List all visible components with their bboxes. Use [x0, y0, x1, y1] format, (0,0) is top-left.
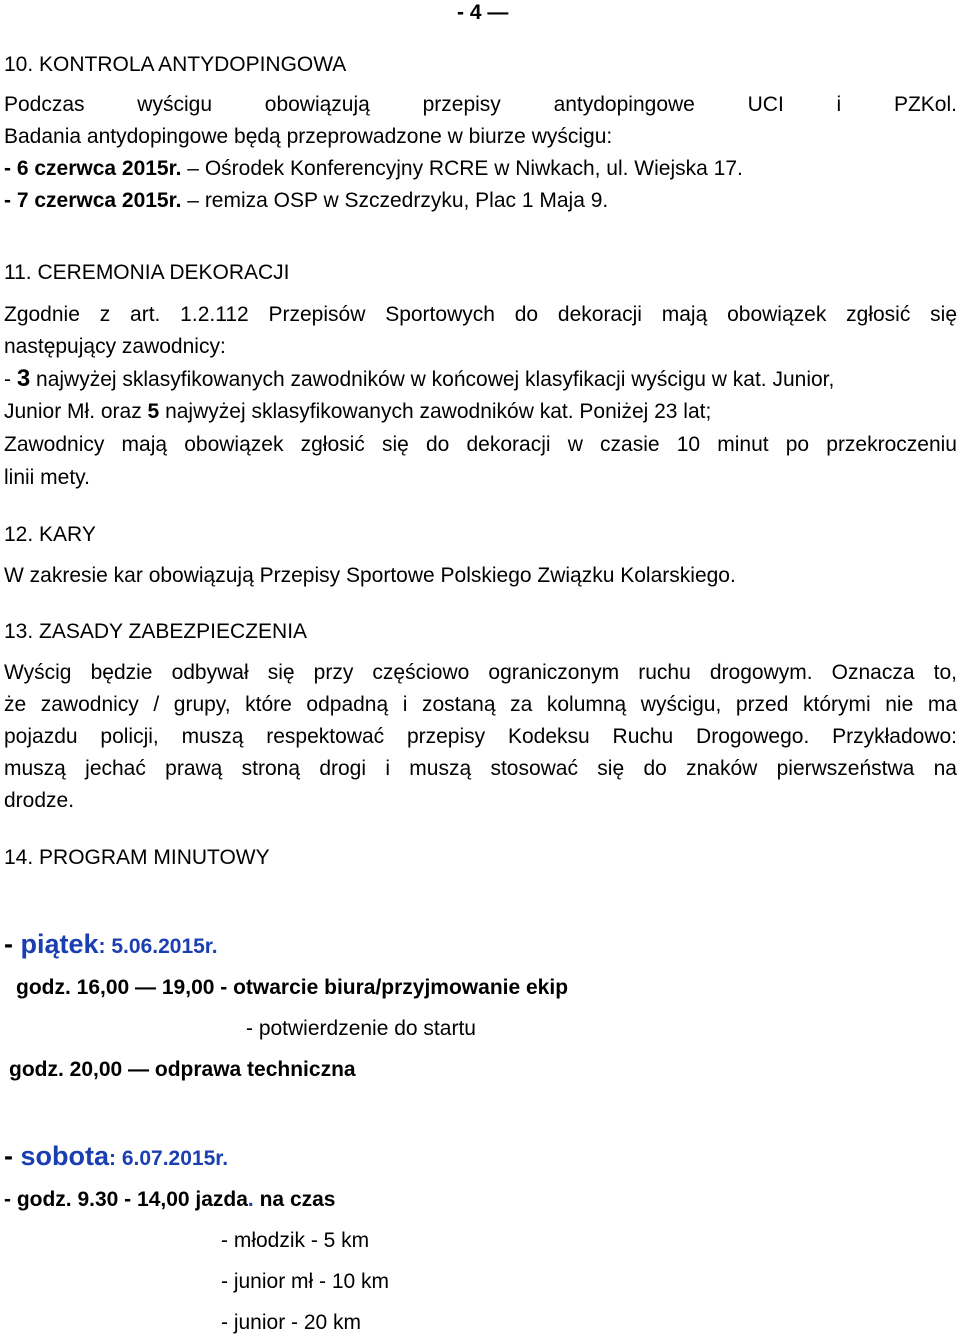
schedule-row-briefing: godz. 20,00 — odprawa techniczna [9, 1058, 356, 1081]
day-friday-name: piątek [20, 929, 99, 959]
section-13-line-2: że zawodnicy / grupy, które odpadną i zostaną za kolumną wyścigu, przed którymi nie ma [4, 693, 957, 716]
section-13-line-1: Wyścig będzie odbywał się przy częściowo ograniczonym ruchu drogowym. Oznacza to, [4, 661, 957, 684]
page-number: - 4 — [457, 1, 509, 24]
day-saturday-name: sobota [20, 1141, 110, 1171]
day-friday-heading [4, 928, 218, 963]
section-12-title: 12. KARY [4, 523, 96, 546]
section-10-line-2: Badania antydopingowe będą przeprowadzone w biurze wyścigu: [4, 125, 613, 148]
line-3-prefix: - [4, 368, 17, 391]
section-13-title: 13. ZASADY ZABEZPIECZENIA [4, 620, 308, 643]
top-3-number: 3 [16, 365, 31, 392]
day-friday-dash: - [4, 929, 21, 959]
testing-place-1: – Ośrodek Konferencyjny RCRE w Niwkach, ul. Wiejska 17. [181, 157, 743, 180]
section-11-line-3 [4, 366, 834, 393]
top-5-number: 5 [147, 400, 160, 423]
testing-date-1: - 6 czerwca 2015r. [4, 157, 182, 180]
section-10-line-3 [4, 156, 743, 182]
day-friday-date: : 5.06.2015r. [98, 935, 218, 958]
section-11-line-6: linii mety. [4, 466, 90, 489]
day-saturday-heading [4, 1140, 228, 1175]
line-3-text: najwyżej sklasyfikowanych zawodników w końcowej klasyfikacji wyścigu w kat. Junior, [30, 368, 835, 391]
testing-place-2: – remiza OSP w Szczedrzyku, Plac 1 Maja 9. [181, 189, 609, 212]
schedule-row-confirmation: - potwierdzenie do startu [246, 1017, 476, 1040]
schedule-row-time-trial [4, 1187, 335, 1213]
testing-date-2: - 7 czerwca 2015r. [4, 189, 182, 212]
line-4-text: najwyżej sklasyfikowanych zawodników kat. Poniżej 23 lat; [159, 400, 712, 423]
section-13-line-5: drodze. [4, 789, 75, 812]
time-trial-label: na czas [253, 1188, 336, 1211]
section-12-line-1: W zakresie kar obowiązują Przepisy Sportowe Polskiego Związku Kolarskiego. [4, 564, 736, 587]
line-4-prefix: Junior Mł. oraz [4, 400, 148, 423]
time-trial-time: - godz. 9.30 - 14,00 jazda [4, 1188, 248, 1211]
section-11-line-4 [4, 399, 711, 425]
section-14-title: 14. PROGRAM MINUTOWY [4, 846, 270, 869]
section-10-title: 10. KONTROLA ANTYDOPINGOWA [4, 53, 347, 76]
day-saturday-dash: - [4, 1141, 21, 1171]
section-13-line-4: muszą jechać prawą stroną drogi i muszą stosować się do znaków pierwszeństwa na [4, 757, 957, 780]
time-trial-dot: . [247, 1188, 254, 1211]
section-11-line-5: Zawodnicy mają obowiązek zgłosić się do dekoracji w czasie 10 minut po przekroczeniu [4, 433, 957, 456]
section-13-line-3: pojazdu policji, muszą respektować przepisy Kodeksu Ruchu Drogowego. Przykładowo: [4, 725, 957, 748]
schedule-row-office: godz. 16,00 — 19,00 - otwarcie biura/przyjmowanie ekip [16, 976, 569, 999]
section-11-line-2: następujący zawodnicy: [4, 335, 226, 358]
day-saturday-date: : 6.07.2015r. [109, 1147, 229, 1170]
section-11-line-1: Zgodnie z art. 1.2.112 Przepisów Sportowych do dekoracji mają obowiązek zgłosić się [4, 303, 957, 326]
section-11-title: 11. CEREMONIA DEKORACJI [4, 261, 290, 284]
category-junior: - junior - 20 km [221, 1311, 362, 1334]
category-junior-mlodszy: - junior mł - 10 km [221, 1270, 390, 1293]
category-mlodzik: - młodzik - 5 km [221, 1229, 370, 1252]
section-10-line-4 [4, 188, 608, 214]
section-10-line-1: Podczas wyścigu obowiązują przepisy antydopingowe UCI i PZKol. [4, 93, 957, 116]
